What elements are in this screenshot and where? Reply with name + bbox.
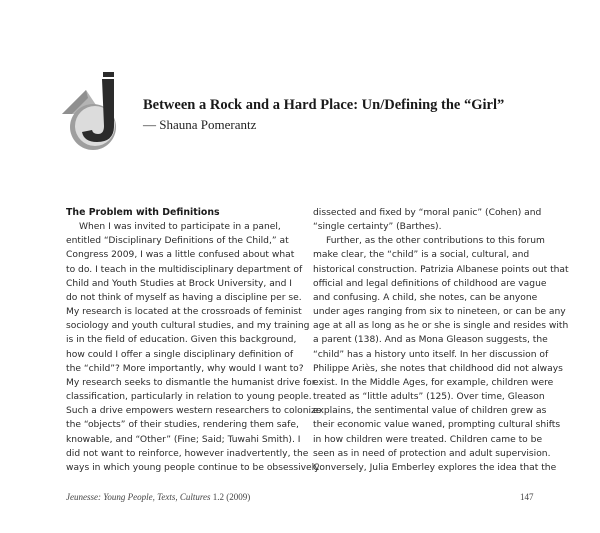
text-line: seen as in need of protection and adult supervision.: [313, 448, 551, 459]
text-line: in how children were treated. Children came to be: [313, 434, 543, 445]
text-line: When I was invited to participate in a panel,: [79, 222, 281, 233]
text-line: knowable, and “Other” (Fine; Said; Tuwahi Smith). I: [66, 434, 301, 445]
text-line: a parent (138). And as Mona Gleason suggests, the: [313, 335, 548, 346]
text-line: classification, particularly in relation to young people.: [66, 392, 312, 403]
article-title: Between a Rock and a Hard Place: Un/Defining the “Girl”: [143, 97, 505, 113]
text-line: do not think of myself as having a discipline per se.: [66, 292, 302, 303]
text-line: under ages ranging from six to nineteen, or can be any: [313, 307, 566, 318]
text-line: to do. I teach in the multidisciplinary department of: [66, 264, 303, 275]
journal-logo: [58, 70, 136, 152]
text-line: age at all as long as he or she is single and resides with: [313, 321, 569, 332]
text-line: sociology and youth cultural studies, and my training: [66, 321, 310, 332]
left-column: [66, 206, 322, 475]
right-column: [313, 206, 569, 475]
text-line: did not want to reinforce, however inadvertently, the: [66, 448, 309, 459]
text-line: and confusing. A child, she notes, can be anyone: [313, 292, 538, 303]
text-line: the “objects” of their studies, rendering them safe,: [66, 420, 299, 431]
journal-name: Jeunesse: Young People, Texts, Cultures: [66, 492, 211, 502]
journal-issue: 1.2 (2009): [210, 492, 251, 502]
text-line: is in the field of education. Given this background,: [66, 335, 297, 346]
text-line: ways in which young people continue to be obsessively: [66, 462, 320, 473]
text-line: Conversely, Julia Emberley explores the idea that the: [313, 462, 557, 473]
text-line: exist. In the Middle Ages, for example, children were: [313, 377, 554, 388]
journal-citation: [66, 492, 250, 502]
text-line: Child and Youth Studies at Brock University, and I: [66, 278, 292, 289]
text-line: “single certainty” (Barthes).: [313, 222, 442, 233]
text-line: dissected and fixed by “moral panic” (Cohen) and: [313, 208, 542, 218]
text-line: entitled “Disciplinary Definitions of the Child,” at: [66, 236, 289, 247]
text-line: official and legal definitions of childhood are vague: [313, 278, 547, 289]
text-line: how could I offer a single disciplinary definition of: [66, 349, 294, 360]
text-line: explains, the sentimental value of children grew as: [313, 406, 547, 417]
text-line: My research seeks to dismantle the humanist drive for: [66, 377, 316, 388]
journal-logo-mark: [62, 72, 116, 150]
text-line: treated as “little adults” (125). Over time, Gleason: [313, 392, 545, 403]
text-line: the “child”? More importantly, why would I want to?: [66, 363, 304, 374]
text-line: My research is located at the crossroads of feminist: [66, 307, 302, 318]
article-author: — Shauna Pomerantz: [143, 117, 257, 132]
section-heading: The Problem with Definitions: [66, 207, 220, 218]
page-number: 147: [520, 492, 534, 502]
text-line: make clear, the “child” is a social, cultural, and: [313, 250, 530, 261]
text-line: Congress 2009, I was a little confused about what: [66, 250, 295, 261]
text-line: “child” has a history unto itself. In her discussion of: [313, 349, 549, 360]
text-line: historical construction. Patrizia Albanese points out that: [313, 264, 569, 275]
text-line: Such a drive empowers western researchers to colonize: [66, 406, 322, 417]
text-line: Philippe Ariès, she notes that childhood did not always: [313, 363, 563, 374]
text-line: Further, as the other contributions to this forum: [326, 236, 545, 247]
text-line: their economic value waned, prompting cultural shifts: [313, 420, 561, 431]
